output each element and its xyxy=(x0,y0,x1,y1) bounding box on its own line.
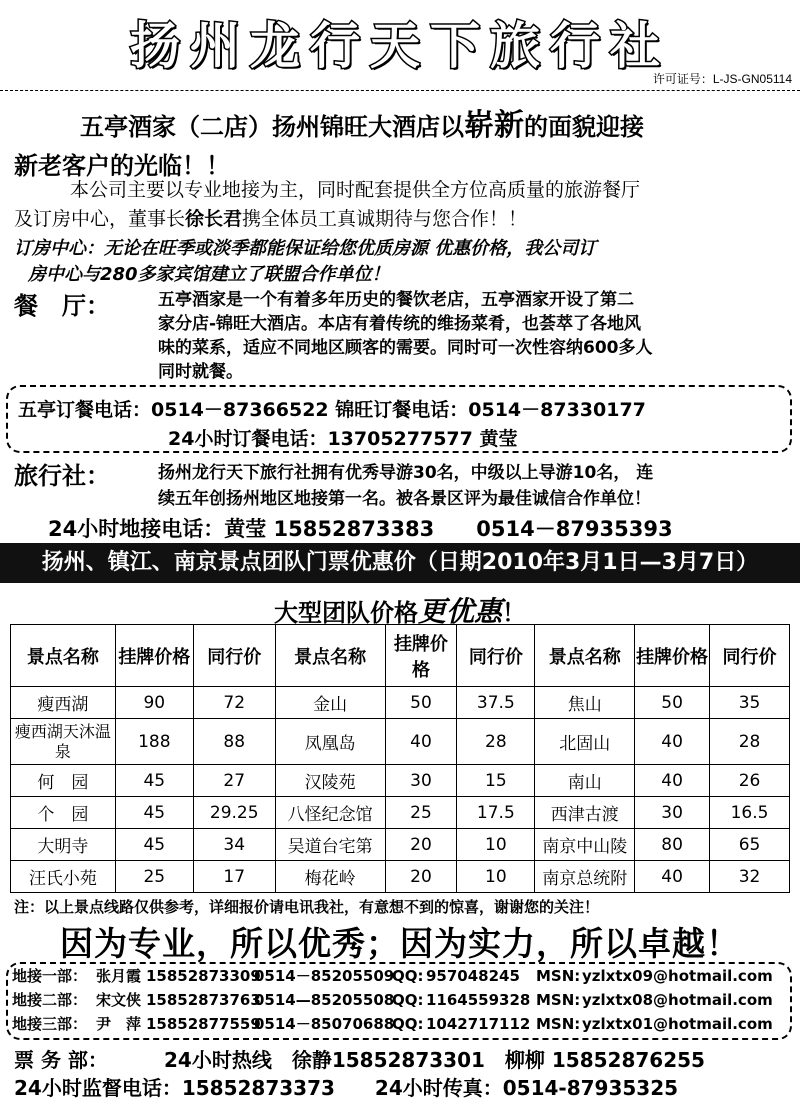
headline-part2: 的面貌迎接 xyxy=(524,113,644,141)
table-cell: 个 园 xyxy=(11,797,116,829)
ticket-dept xyxy=(14,1044,705,1073)
table-row xyxy=(11,687,790,719)
msn-label: MSN: xyxy=(536,1015,581,1033)
table-cell: 25 xyxy=(115,861,193,893)
table-cell: 25 xyxy=(385,797,457,829)
table-cell: 15 xyxy=(457,765,535,797)
contact-qq: 1164559328 xyxy=(426,991,531,1009)
contact-phone: 0514－85205509 xyxy=(254,967,395,985)
col-header: 景点名称 xyxy=(535,625,635,687)
msn-label: MSN: xyxy=(536,991,581,1009)
contact-mobile: 15852877559 xyxy=(146,1015,261,1033)
contact-phone: 0514－85070688 xyxy=(254,1015,395,1033)
contact-row xyxy=(8,988,790,1012)
qq-label: QQ: xyxy=(392,967,424,985)
agency-hotline: 24小时地接电话：黄莹 15852873383 0514－87935393 xyxy=(48,517,673,541)
table-cell: 西津古渡 xyxy=(535,797,635,829)
restaurant-line: 同时就餐。 xyxy=(158,362,243,382)
contact-name: 张月霞 xyxy=(96,967,142,985)
col-header: 景点名称 xyxy=(275,625,385,687)
table-cell: 吴道台宅第 xyxy=(275,829,385,861)
table-cell: 汪氏小苑 xyxy=(11,861,116,893)
table-cell: 10 xyxy=(457,861,535,893)
col-header: 同行价 xyxy=(457,625,535,687)
agency-text xyxy=(158,460,653,512)
table-cell: 八怪纪念馆 xyxy=(275,797,385,829)
booking-line2: 房中心与280多家宾馆建立了联盟合作单位！ xyxy=(28,264,390,285)
contacts-box xyxy=(6,962,792,1040)
agency-line1: 扬州龙行天下旅行社拥有优秀导游30名，中级以上导游10名， 连 xyxy=(158,463,654,483)
qq-label: QQ: xyxy=(392,1015,424,1033)
table-cell: 45 xyxy=(115,829,193,861)
table-cell: 37.5 xyxy=(457,687,535,719)
table-cell: 26 xyxy=(710,765,790,797)
chairman-name: 徐长君 xyxy=(185,208,243,230)
contact-name: 宋文侠 xyxy=(96,991,142,1009)
booking-section xyxy=(14,236,794,288)
table-cell: 90 xyxy=(115,687,193,719)
table-cell: 32 xyxy=(710,861,790,893)
table-cell: 40 xyxy=(635,861,710,893)
restaurant-line: 家分店-锦旺大酒店。本店有着传统的维扬菜肴，也荟萃了各地风 xyxy=(158,314,642,334)
table-row xyxy=(11,765,790,797)
table-cell: 瘦西湖 xyxy=(11,687,116,719)
table-cell: 焦山 xyxy=(535,687,635,719)
contact-qq: 957048245 xyxy=(426,967,520,985)
intro-line2b: 携全体员工真诚期待与您合作！！ xyxy=(242,208,528,230)
table-cell: 40 xyxy=(385,719,457,765)
table-cell: 20 xyxy=(385,861,457,893)
agency-line2: 续五年创扬州地区地接第一名。被各景区评为最佳诚信合作单位！ xyxy=(158,489,651,509)
table-cell: 何 园 xyxy=(11,765,116,797)
promo-part2: ！ xyxy=(502,599,526,627)
table-cell: 17 xyxy=(193,861,275,893)
table-cell: 40 xyxy=(635,719,710,765)
table-cell: 35 xyxy=(710,687,790,719)
table-row xyxy=(11,719,790,765)
col-header: 同行价 xyxy=(710,625,790,687)
table-cell: 50 xyxy=(635,687,710,719)
dining-phone-line2: 24小时订餐电话：13705277577 黄莹 xyxy=(168,428,518,450)
table-cell: 45 xyxy=(115,765,193,797)
slogan: 因为专业，所以优秀；因为实力，所以卓越！ xyxy=(60,924,740,963)
table-cell: 188 xyxy=(115,719,193,765)
table-cell: 凤凰岛 xyxy=(275,719,385,765)
intro-line2 xyxy=(14,205,527,234)
header-divider xyxy=(0,90,800,91)
note-text: 注：以上景点线路仅供参考，详细报价请电讯我社，有意想不到的惊喜，谢谢您的关注！ xyxy=(14,898,600,916)
contact-name: 尹 萍 xyxy=(96,1015,142,1033)
promo-part1: 大型团队价格 xyxy=(273,599,418,627)
headline-part1: 五亭酒家（二店）扬州锦旺大酒店以 xyxy=(80,113,464,141)
intro-line2a: 及订房中心，董事长 xyxy=(14,208,186,230)
agency-label: 旅行社： xyxy=(14,462,110,490)
contact-mobile: 15852873763 xyxy=(146,991,261,1009)
table-cell: 16.5 xyxy=(710,797,790,829)
col-header: 景点名称 xyxy=(11,625,116,687)
table-cell: 南京总统附 xyxy=(535,861,635,893)
contact-row xyxy=(8,1012,790,1036)
table-cell: 29.25 xyxy=(193,797,275,829)
promo-emphasis: 更优惠 xyxy=(417,595,502,628)
contact-mobile: 15852873309 xyxy=(146,967,261,985)
intro-line1: 本公司主要以专业地接为主，同时配套提供全方位高质量的旅游餐厅 xyxy=(70,179,641,201)
supervise-line: 24小时监督电话：15852873373 24小时传真：0514-87935325 xyxy=(14,1076,679,1100)
table-cell: 65 xyxy=(710,829,790,861)
contact-phone: 0514—85205508 xyxy=(254,991,395,1009)
table-cell: 北固山 xyxy=(535,719,635,765)
table-cell: 10 xyxy=(457,829,535,861)
table-row xyxy=(11,861,790,893)
table-cell: 南京中山陵 xyxy=(535,829,635,861)
table-cell: 88 xyxy=(193,719,275,765)
price-table xyxy=(10,624,790,893)
ticket-price-banner: 扬州、镇江、南京景点团队门票优惠价（日期2010年3月1日—3月7日） xyxy=(0,543,800,583)
table-cell: 40 xyxy=(635,765,710,797)
agency-title: 扬州龙行天下旅行社 xyxy=(130,17,670,75)
table-cell: 30 xyxy=(635,797,710,829)
restaurant-text xyxy=(158,288,653,384)
license-number: 许可证号：L-JS-GN05114 xyxy=(652,72,792,86)
ticket-line: 24小时热线 徐静15852873301 柳柳 15852876255 xyxy=(164,1048,705,1072)
contact-dept: 地接二部： xyxy=(12,991,88,1009)
table-cell: 50 xyxy=(385,687,457,719)
contact-dept: 地接三部： xyxy=(12,1015,88,1033)
table-cell: 27 xyxy=(193,765,275,797)
table-cell: 80 xyxy=(635,829,710,861)
headline-emphasis: 崭新 xyxy=(464,108,524,143)
contact-msn: yzlxtx08@hotmail.com xyxy=(582,991,773,1009)
table-header-row xyxy=(11,625,790,687)
restaurant-line: 味的菜系，适应不同地区顾客的需要。同时可一次性容纳600多人 xyxy=(158,338,653,358)
msn-label: MSN: xyxy=(536,967,581,985)
dining-phones-box xyxy=(6,385,792,453)
table-cell: 28 xyxy=(710,719,790,765)
table-cell: 汉陵苑 xyxy=(275,765,385,797)
ticket-label: 票 务 部： xyxy=(14,1048,108,1072)
headline xyxy=(80,100,644,144)
qq-label: QQ: xyxy=(392,991,424,1009)
contact-msn: yzlxtx09@hotmail.com xyxy=(582,967,773,985)
col-header: 同行价 xyxy=(193,625,275,687)
contact-msn: yzlxtx01@hotmail.com xyxy=(582,1015,773,1033)
booking-line1: 无论在旺季或淡季都能保证给您优质房源 优惠价格，我公司订 xyxy=(104,238,597,259)
contact-dept: 地接一部： xyxy=(12,967,88,985)
table-cell: 梅花岭 xyxy=(275,861,385,893)
headline-line2: 新老客户的光临！！ xyxy=(14,152,230,180)
contact-row xyxy=(8,964,790,988)
table-cell: 28 xyxy=(457,719,535,765)
restaurant-label: 餐 厅： xyxy=(14,292,110,320)
col-header: 挂牌价格 xyxy=(635,625,710,687)
table-cell: 30 xyxy=(385,765,457,797)
table-row xyxy=(11,797,790,829)
table-cell: 17.5 xyxy=(457,797,535,829)
table-row xyxy=(11,829,790,861)
col-header: 挂牌价格 xyxy=(115,625,193,687)
table-cell: 20 xyxy=(385,829,457,861)
table-cell: 金山 xyxy=(275,687,385,719)
table-cell: 瘦西湖天沐温泉 xyxy=(11,719,116,765)
table-cell: 72 xyxy=(193,687,275,719)
booking-label: 订房中心： xyxy=(14,238,104,259)
table-cell: 45 xyxy=(115,797,193,829)
contact-qq: 1042717112 xyxy=(426,1015,531,1033)
table-cell: 34 xyxy=(193,829,275,861)
col-header: 挂牌价格 xyxy=(385,625,457,687)
table-cell: 南山 xyxy=(535,765,635,797)
table-cell: 大明寺 xyxy=(11,829,116,861)
restaurant-line: 五亭酒家是一个有着多年历史的餐饮老店，五亭酒家开设了第二 xyxy=(158,290,634,310)
dining-phone-line1: 五亭订餐电话：0514－87366522 锦旺订餐电话：0514－87330177 xyxy=(18,399,646,421)
